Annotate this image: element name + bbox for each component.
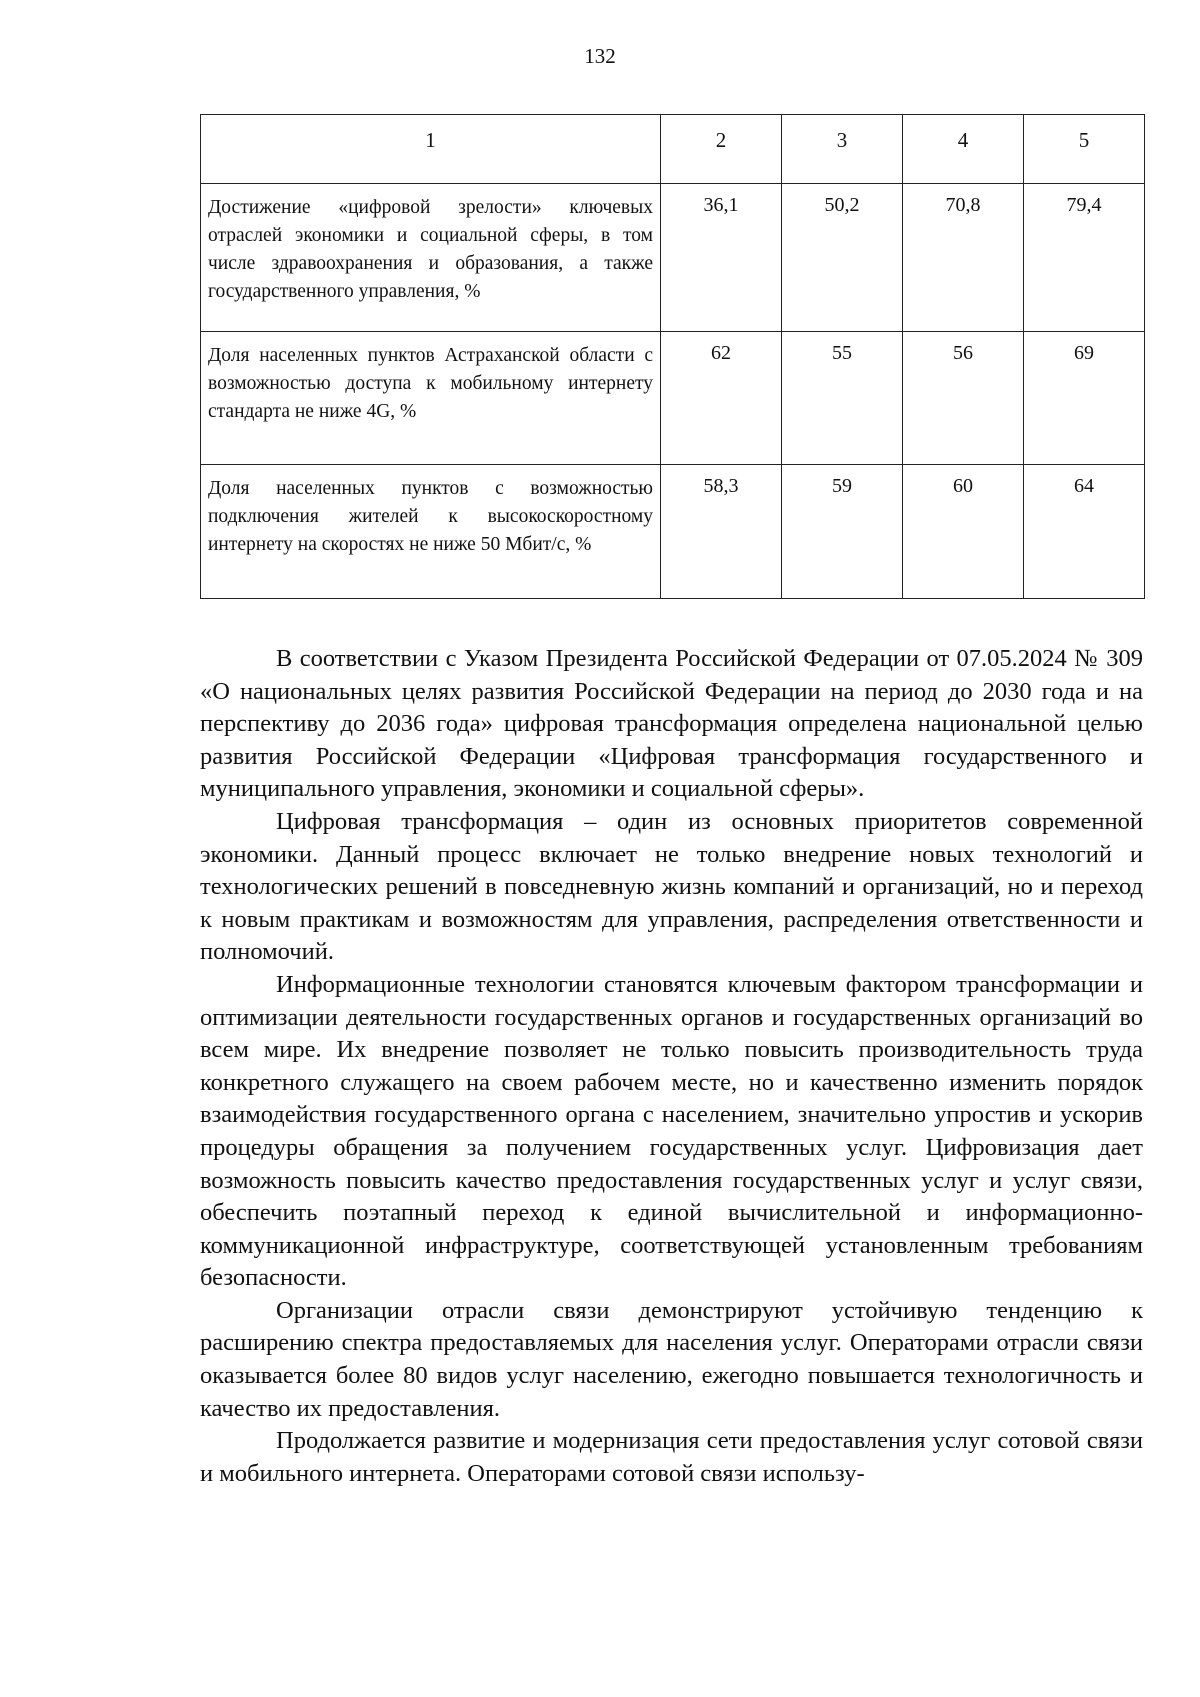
table-cell: 79,4 — [1024, 184, 1145, 332]
table-cell: 59 — [782, 465, 903, 599]
paragraph: Цифровая трансформация – один из основных приоритетов современной экономики. Данный процесс включает не только внедрение новых технологий и технологических решений в повседневную жизнь компаний и организаций, но и переход к новым практикам и возможностям для управления, распределения ответственности и полномочий. — [200, 807, 1143, 966]
column-header: 3 — [782, 115, 903, 184]
table-row — [201, 465, 1145, 599]
table-cell: 60 — [903, 465, 1024, 599]
table-cell: 55 — [782, 332, 903, 465]
table-cell: 62 — [661, 332, 782, 465]
paragraph: Продолжается развитие и модернизация сети предоставления услуг сотовой связи и мобильного интернета. Операторами сотовой связи использу- — [200, 1427, 1143, 1487]
table-header-row — [201, 115, 1145, 184]
table-cell: 69 — [1024, 332, 1145, 465]
row-label: Достижение «цифровой зрелости» ключевых отраслей экономики и социальной сферы, в том числе здравоохранения и образования, а также государственного управления, % — [201, 184, 661, 332]
column-header: 2 — [661, 115, 782, 184]
column-header: 1 — [201, 115, 661, 184]
column-header: 5 — [1024, 115, 1145, 184]
table-cell: 56 — [903, 332, 1024, 465]
paragraph: Организации отрасли связи демонстрируют устойчивую тенденцию к расширению спектра предоставляемых для населения услуг. Операторами отрасли связи оказывается более 80 видов услуг населению, ежегодно повышается технологичность и качество их предоставления. — [200, 1296, 1143, 1422]
indicators-table — [200, 114, 1145, 599]
body-text — [200, 643, 1143, 1490]
page-number: 132 — [584, 44, 616, 68]
paragraph: Информационные технологии становятся ключевым фактором трансформации и оптимизации деятельности государственных органов и государственных организаций во всем мире. Их внедрение позволяет не только повысить производительность труда конкретного служащего на своем рабочем месте, но и качественно изменить порядок взаимодействия государственного органа с населением, значительно упростив и ускорив процедуры обращения за получением государственных услуг. Цифровизация дает возможность повысить качество предоставления государственных услуг и услуг связи, обеспечить поэтапный переход к единой вычислительной и информационно-коммуникационной инфраструктуре, соответствующей установленным требованиям безопасности. — [200, 970, 1143, 1292]
row-label: Доля населенных пунктов с возможностью подключения жителей к высокоскоростному интернету на скоростях не ниже 50 Мбит/с, % — [201, 465, 661, 599]
table-cell: 64 — [1024, 465, 1145, 599]
table-row — [201, 184, 1145, 332]
paragraph: В соответствии с Указом Президента Российской Федерации от 07.05.2024 № 309 «О национальных целях развития Российской Федерации на период до 2030 года и на перспективу до 2036 года» цифровая трансформация определена национальной целью развития Российской Федерации «Цифровая трансформация государственного и муниципального управления, экономики и социальной сферы». — [200, 645, 1143, 803]
table-cell: 70,8 — [903, 184, 1024, 332]
table-row — [201, 332, 1145, 465]
table-cell: 50,2 — [782, 184, 903, 332]
table-cell: 58,3 — [661, 465, 782, 599]
row-label: Доля населенных пунктов Астраханской области с возможностью доступа к мобильному интернету стандарта не ниже 4G, % — [201, 332, 661, 465]
column-header: 4 — [903, 115, 1024, 184]
table-cell: 36,1 — [661, 184, 782, 332]
